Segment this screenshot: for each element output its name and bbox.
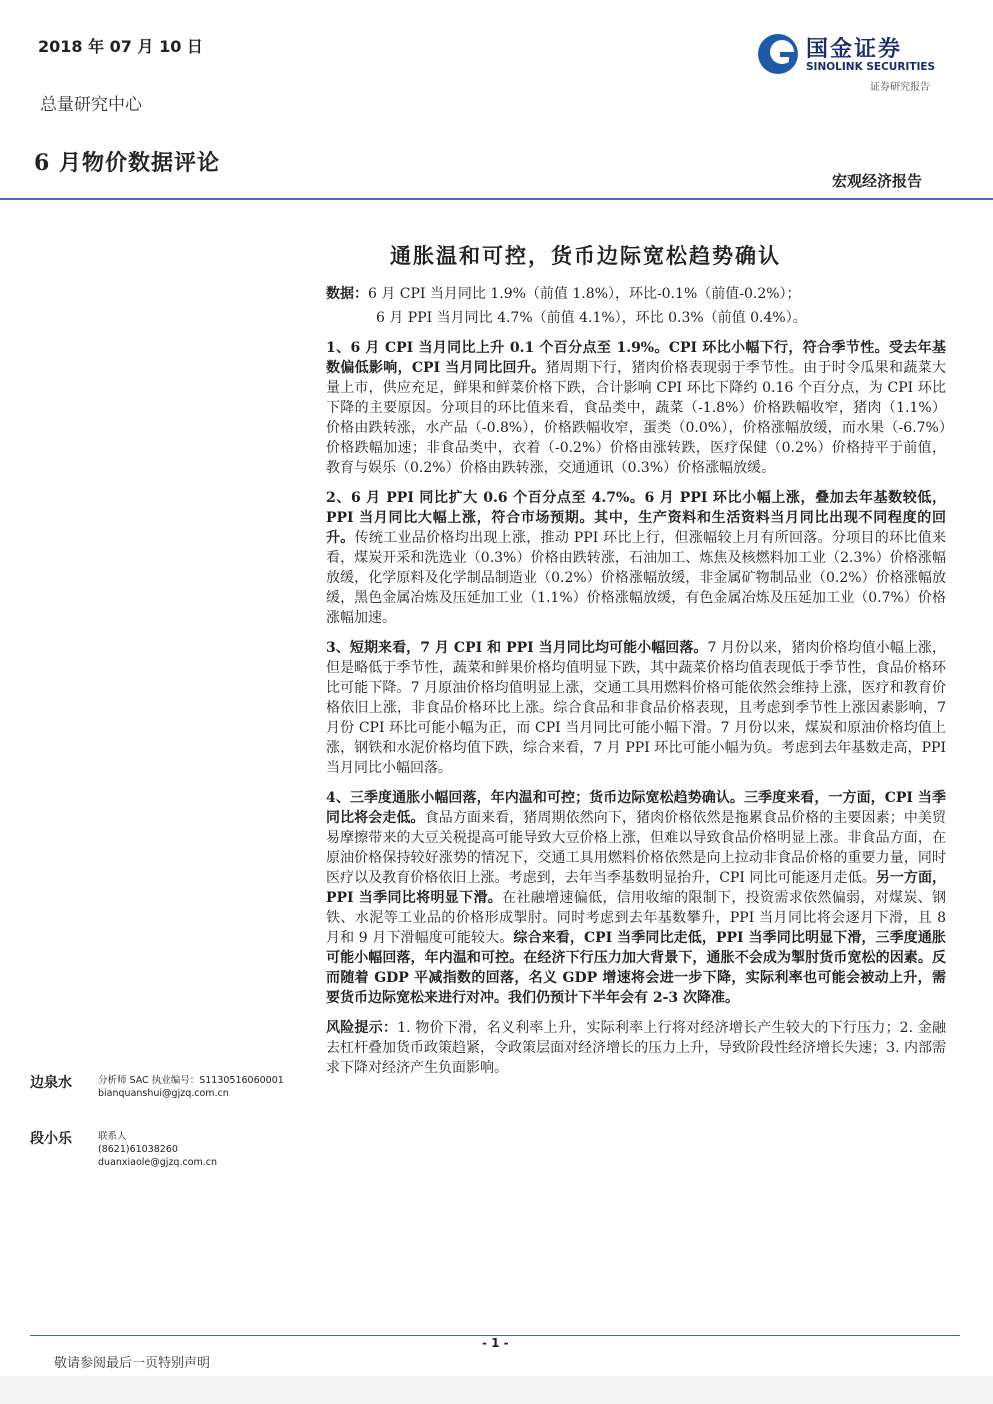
data-summary-label: 数据：	[326, 286, 368, 302]
logo-chinese-name: 国金证券	[806, 37, 903, 62]
section-q3-outlook	[326, 788, 946, 1008]
section-text: 7 月份以来，猪肉价格均值小幅上涨，但是略低于季节性，蔬菜和鲜果价格均值明显下跌，其中蔬菜价格均值表现低于季节性，食品价格环比可能下降。7 月原油价格均值明显上涨，交通工具用燃料价格可能依然会维持上涨，医疗和教育价格依旧上涨，非食品价格环比上涨。综合食品和非食品价格表现，且考虑到季节性上涨因素影响，7 月份 CPI 环比可能小幅为正，而 CPI 当月同比可能小幅下滑。7 月份以来，煤炭和原油价格均值上涨，钢铁和水泥价格均值下跌，综合来看，7 月 PPI 环比可能小幅为负。考虑到去年基数走高，PPI 当月同比小幅回落。	[326, 640, 946, 776]
section-lead: 1、6 月 CPI 当月同比上升 0.1 个百分点至 1.9%。CPI 环比小幅下行，符合季节性。受去年基数偏低影响，CPI 当月同比回升。	[326, 340, 946, 376]
section-text: 在社融增速偏低，信用收缩的限制下，投资需求依然偏弱，对煤炭、钢铁、水泥等工业品的价格形成掣肘。同时考虑到去年基数攀升，PPI 当月同比将会逐月下滑，且 8 月和 9 月下滑幅度可能较大。	[326, 890, 946, 946]
logo-english-name: SINOLINK SECURITIES	[806, 61, 936, 73]
report-date: 2018 年 07 月 10 日	[38, 37, 203, 56]
department-name: 总量研究中心	[40, 95, 142, 115]
data-summary-ppi: 6 月 PPI 当月同比 4.7%（前值 4.1%），环比 0.3%（前值 0.4%）。	[376, 310, 807, 326]
author-info	[98, 1130, 217, 1169]
page-bottom-band	[0, 1376, 993, 1404]
data-summary-line-1	[326, 284, 946, 304]
risk-text: 1. 物价下滑，名义利率上升，实际利率上行将对经济增长产生较大的下行压力；2. 金融去杠杆叠加货币政策趋紧，令政策层面对经济增长的压力上升，导致阶段性经济增长失速；3. 内部需求下降对经济产生负面影响。	[326, 1020, 946, 1076]
document-title: 6 月物价数据评论	[34, 150, 220, 176]
author-card	[30, 1072, 320, 1128]
author-email: bianquanshui@gjzq.com.cn	[98, 1088, 229, 1099]
section-lead: 3、短期来看，7 月 CPI 和 PPI 当月同比均可能小幅回落。	[326, 640, 708, 656]
section-lead: 4、三季度通胀小幅回落，年内温和可控；货币边际宽松趋势确认。三季度来看，一方面，CPI 当季同比将会走低。	[326, 790, 946, 826]
author-phone: (8621)61038260	[98, 1144, 178, 1155]
section-cpi	[326, 338, 946, 478]
author-name: 边泉水	[30, 1075, 72, 1091]
logo-subtitle: 证券研究报告	[870, 82, 930, 93]
data-summary-cpi: 6 月 CPI 当月同比 1.9%（前值 1.8%），环比-0.1%（前值-0.2%）；	[368, 286, 801, 302]
disclaimer-note: 敬请参阅最后一页特别声明	[54, 1356, 211, 1371]
section-text: 食品方面来看，猪周期依然向下，猪肉价格依然是拖累食品价格的主要因素；中美贸易摩擦带来的大豆关税提高可能导致大豆价格上涨，但难以导致食品价格明显上涨。非食品方面，在原油价格保持较好涨势的情况下，交通工具用燃料价格依然是向上拉动非食品价格的重要力量，同时医疗以及教育价格依旧上涨。考虑到，去年当季基数明显抬升，CPI 同比可能逐月走低。	[326, 810, 947, 886]
author-email: duanxiaole@gjzq.com.cn	[98, 1157, 218, 1168]
sinolink-logo-icon	[756, 32, 800, 76]
page-number: - 1 -	[482, 1336, 509, 1350]
report-body	[326, 284, 946, 1088]
author-title: 分析师 SAC 执业编号：S1130516060001	[98, 1075, 284, 1086]
section-conclusion: 综合来看，CPI 当季同比走低，PPI 当季同比明显下滑，三季度通胀可能小幅回落，年内温和可控。在经济下行压力加大背景下，通胀不会成为掣肘货币宽松的因素。反而随着 GDP 平减指数的回落，名义 GDP 增速将会进一步下降，实际利率也可能会被动上升，需要货币边际宽松来进行对冲。我们仍预计下半年会有 2-3 次降准。	[326, 930, 946, 1006]
report-headline: 通胀温和可控，货币边际宽松趋势确认	[390, 243, 781, 268]
section-text: 传统工业品价格均出现上涨，推动 PPI 环比上行，但涨幅较上月有所回落。分项目的环比值来看，煤炭开采和洗选业（0.3%）价格由跌转涨，石油加工、炼焦及核燃料加工业（2.3%）价格涨幅放缓，化学原料及化学制品制造业（0.2%）价格涨幅放缓，非金属矿物制品业（0.2%）价格涨幅放缓，黑色金属冶炼及压延加工业（1.1%）价格涨幅放缓，有色金属冶炼及压延加工业（0.7%）价格涨幅加速。	[326, 530, 946, 626]
report-type: 宏观经济报告	[832, 172, 923, 190]
section-short-term	[326, 638, 946, 778]
section-emphasis: 另一方面，PPI 当季同比将明显下滑。	[326, 870, 946, 906]
risk-warning	[326, 1018, 946, 1078]
author-info	[98, 1074, 284, 1100]
section-ppi	[326, 488, 946, 628]
section-text: 猪周期下行，猪肉价格表现弱于季节性。由于时令瓜果和蔬菜大量上市，供应充足，鲜果和鲜菜价格下跌，合计影响 CPI 环比下降约 0.16 个百分点，为 CPI 环比下降的主要原因。分项目的环比值来看，食品类中，蔬菜（-1.8%）价格跌幅收窄，猪肉（1.1%）价格由跌转涨，水产品（-0.8%），价格跌幅收窄，蛋类（0.0%），价格涨幅放缓，而水果（-6.7%）价格跌幅加速；非食品类中，衣着（-0.2%）价格由涨转跌，医疗保健（0.2%）价格持平于前值，教育与娱乐（0.2%）价格由跌转涨，交通通讯（0.3%）价格涨幅放缓。	[326, 360, 946, 476]
risk-label: 风险提示：	[326, 1020, 398, 1036]
author-list	[30, 1072, 320, 1184]
header-divider	[0, 198, 993, 200]
author-title: 联系人	[98, 1131, 127, 1142]
author-card	[30, 1128, 320, 1184]
section-lead: 2、6 月 PPI 同比扩大 0.6 个百分点至 4.7%。6 月 PPI 环比小幅上涨，叠加去年基数较低，PPI 当月同比大幅上涨，符合市场预期。其中，生产资料和生活资料当月同比出现不同程度的回升。	[326, 490, 946, 546]
author-name: 段小乐	[30, 1131, 72, 1147]
